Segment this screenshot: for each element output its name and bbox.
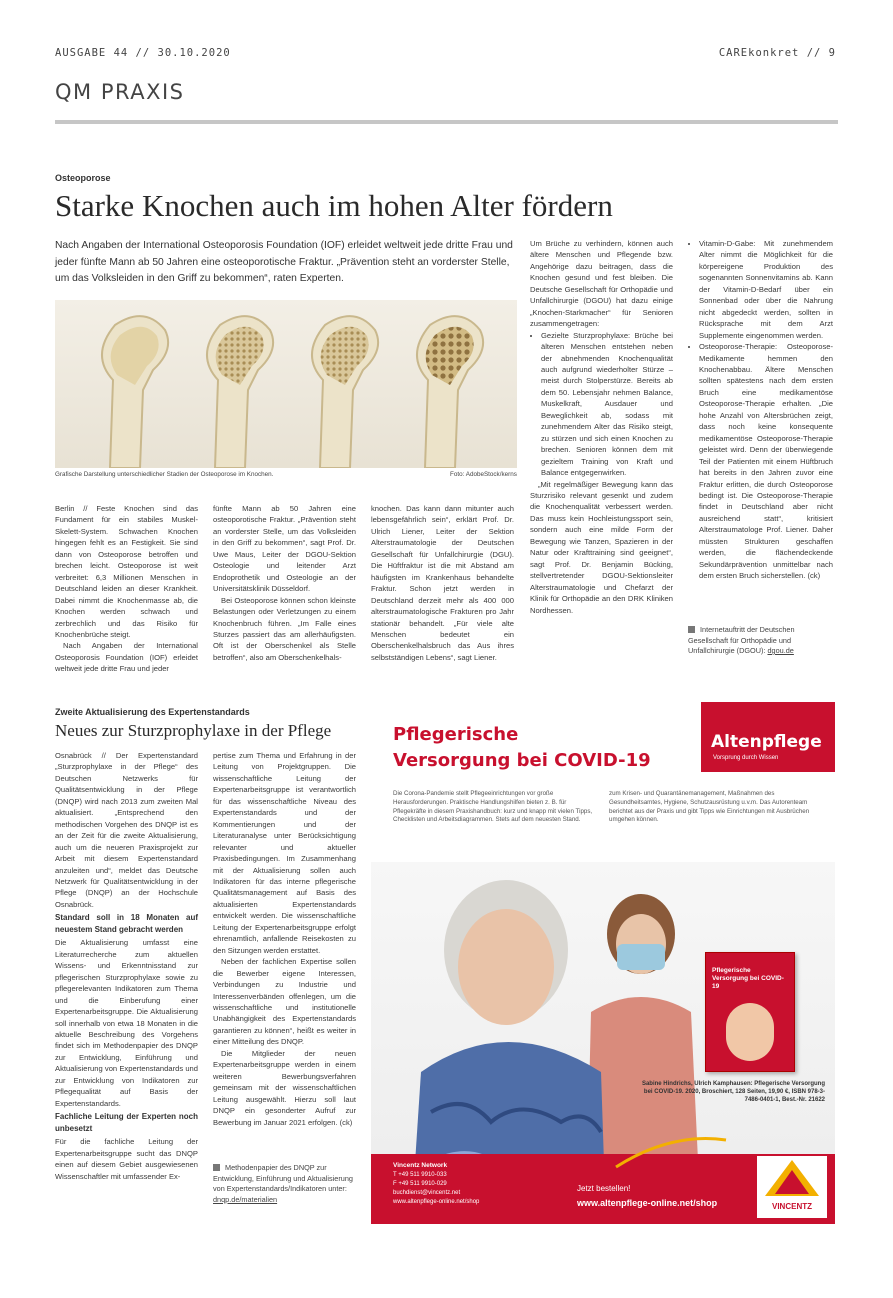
book-cover: [705, 952, 795, 1072]
article1-note: Internetauftritt der Deutschen Gesellschaft für Orthopädie und Unfallchirurgie (DGOU): dgou.de: [688, 625, 795, 655]
bone-stage-2: [207, 316, 273, 468]
article2-kicker: Zweite Aktualisierung des Expertenstandards: [55, 707, 250, 717]
article1-column-4: Um Brüche zu verhindern, können auch ältere Menschen und Pflegende bzw. Angehörige dazu beitragen, dass die Knochen gesund und fest bleiben. Die Deutsche Gesellschaft für Orthopädie und Unfallchirurgie (DGOU) hat dazu einige „Knochen-Starkmacher“ für Senioren zusammengetragen: • Gezielte Sturzprophylaxe: Brüche bei älteren Menschen entstehen neben der abnehmenden Knochenqualität auch aufgrund wiederholter Stürze – meist durch Stolperstürze. Bereits ab dem 50. Lebensjahr nehmen Balance, Muskelkraft, Ausdauer und Beweglichkeit ab, sodass mit zunehmendem Alter das Risiko steigt, zu stürzen und sich einen Knochen zu brechen. Senioren können dem mit gezieltem Training von Kraft und Balance entgegenwirken. „Mit regelmäßiger Bewegung kann das Sturzrisiko relevant gesenkt und zudem die Knochenqualität verbessert werden. Das muss kein Hochleistungssport sein, sondern auch eine milde Form der Bewegung wie Tanzen, Spazieren in der Natur oder Krafttraining sind geeignet“, sagt Prof. Dr. Benjamin Bücking, stellvertretender DGOU-Sektionsleiter Alterstraumatologie und Chefarzt der Klinik für Orthopädie an den DRK Kliniken Nordhessen.: [530, 238, 673, 616]
bullet-osteoporose-therapie: • Osteoporose-Therapie: Osteoporose-Medikamente hemmen den Knochenabbau. Ältere Menschen sollten spätestens nach dem ersten Bruch eine medikamentöse Osteoporose-Therapie erhalten. „Die hohe Anzahl von Altersbrüchen zeigt, dass noch keine konsequente medikamentöse Osteoporose-Therapie geleistet wird. Denn der überwiegende Teil der Patienten mit einem Hüftbruch hat bereits in den Jahren zuvor eine Fraktur erlitten, die durch Osteoporose bedingt ist. Die Osteoporose-Therapie findet in Deutschland aber nicht ausreichend statt“, kritisiert Alterstraumatologe Prof. Liener. Daher müssten Strukturen geschaffen werden, die flächendeckende Sekundärprävention unmittelbar nach dem ersten Bruch sicherstellen. (ck): [699, 341, 833, 582]
vincentz-logo: [757, 1156, 827, 1218]
ad-headline-1: Pflegerische: [393, 724, 519, 745]
brand-name: Altenpflege: [711, 732, 822, 752]
bone-stage-3: [312, 316, 378, 468]
bullet-sturzprophylaxe: • Gezielte Sturzprophylaxe: Brüche bei älteren Menschen entstehen neben der abnehmenden Knochenqualität auch aufgrund wiederholter Stürze – meist durch Stolperstürze. Bereits ab dem 50. Lebensjahr nehmen Balance, Muskelkraft, Ausdauer und Beweglichkeit ab, sodass mit zunehmendem Alter das Risiko steigt, zu stürzen und sich einen Knochen zu brechen. Senioren können dem mit gezieltem Training von Kraft und Balance entgegenwirken.: [541, 330, 673, 479]
bone-stage-1: [102, 316, 168, 468]
article2-column-1: Osnabrück // Der Expertenstandard „Sturzprophylaxe in der Pflege“ des Deutschen Netzwerks für Qualitätsentwicklung in der Pflege (DNQP) wird nach 2013 zum zweiten Mal aktualisiert. „Entsprechend den methodischen Vorgehen des DNQP ist es an der Zeit für die zweite Aktualisierung, auch um die neueren Praxisprojekt zur Arbeit mit diesem Expertenstandard anzuleiten und“, meldet das Deutsche Netzwerk für Qualitätsentwicklung in der Pflege (DNQP) an der Hochschule Osnabrück. Standard soll in 18 Monaten auf neuestem Stand gebracht werden Die Aktualisierung umfasst eine Literaturrecherche zum aktuellen Wissens- und Erkenntnisstand zur pflegerischen Sturzprophylaxe sowie zu pflegerelevanten Indikatoren zum Thema und die Einberufung einer Expertenarbeitsgruppe. Die Aktualisierung soll innerhalb von etwa 18 Monaten in die aktuelle Beschreibung des Vorgehens findet sich im Methodenpapier des DNQP zur Entwicklung, Einführung und Aktualisierung von Expertenstandards und zur Entwicklung von Indikatoren zur Pflegequalität auf Basis der Expertenstandards. Fachliche Leitung der Experten noch unbesetzt Für die fachliche Leitung der Expertenarbeitsgruppe sucht das DNQP einen auf diesem Gebiet ausgewiesenen Wissenschaftler mit umfassender Ex-: [55, 751, 198, 1181]
section-rule: [55, 120, 838, 124]
section-title: QM PRAXIS: [55, 80, 185, 104]
publisher-fax: F +49 511 9910-029: [393, 1181, 447, 1187]
article1-kicker: Osteoporose: [55, 173, 111, 183]
article1-headline: Starke Knochen auch im hohen Alter fördern: [55, 188, 613, 223]
article1-lead: Nach Angaben der International Osteoporosis Foundation (IOF) erleidet weltweit jede dritte Frau und jeder fünfte Mann ab 50 Jahren eine osteoporotische Fraktur. „Prävention steht an vorderster Stelle, um das Volksleiden in den Griff zu bekommen“, raten Experten.: [55, 240, 513, 284]
publisher-email[interactable]: buchdienst@vincentz.net: [393, 1190, 461, 1196]
book-title: Pflegerische Versorgung bei COVID-19: [712, 967, 784, 990]
article2-headline: Neues zur Sturzprophylaxe in der Pflege: [55, 721, 332, 740]
book-order-info: Sabine Hindrichs, Ulrich Kamphausen: Pflegerische Versorgung bei COVID-19. 2020, Broschiert, 128 Seiten, 19,90 €, ISBN 978-3-7486-0401-1, Best.-Nr. 21622: [641, 1081, 825, 1103]
vincentz-wordmark: VINCENTZ: [772, 1202, 812, 1211]
article1-column-1: Berlin // Feste Knochen sind das Fundament für ein stabiles Muskel-Skelett-System. Schwachen Knochen hingegen fehlt es an Festigkeit. Sie sind dann von Osteoporose betroffen und brechen leicht. Osteoporose ist weit verbreitet: 6,3 Millionen Menschen in Deutschland leiden an dieser Krankheit. Dabei nimmt die Knochenmasse ab, die Knochen werden schwach und zerbrechlich und das Risiko für Knochenbrüche steigt. Nach Angaben der International Osteoporosis Foundation (IOF) erleidet weltweit jede dritte Frau und jeder: [55, 504, 198, 674]
article2-column-2: pertise zum Thema und Erfahrung in der Leitung von Projektgruppen. Die wissenschaftliche Leitung der Expertenarbeitsgruppe ist verantwortlich für das wissenschaftliche Niveau des Expertenstandards und der Kommentierungen und der Literaturanalyse unter Berücksichtigung relevanter und aktueller Praxisbedingungen. Im Zusammenhang mit der Aktualisierung sollen auch Indikatoren für das interne pflegerische Qualitätsmanagement auf Basis des aktualisierten Expertenstandards entwickelt werden. Die wissenschaftliche Leitung der Expertenarbeitsgruppe erfolgt ehrenamtlich, anfallende Reisekosten zu den Sitzungen werden erstattet. Neben der fachlichen Expertise sollen die Bewerber eigene Interessen, Verbindungen zu Industrie und Interessenverbänden offenlegen, um die wissenschaftliche und institutionelle Unabhängigkeit des Expertenstandards garantieren zu können“, heißt es weiter in einer Mitteilung des DNQP. Die Mitglieder der neuen Expertenarbeitsgruppe werden in einem weiteren Bewerbungsverfahren gemeinsam mit der wissenschaftlichen Leitung ausgewählt. Hierzu soll laut DNQP ein gesonderter Aufruf zur Bewerbung im Januar 2021 erfolgen. (ck): [213, 751, 356, 1127]
article2-note: Methodenpapier des DNQP zur Entwicklung, Einführung und Aktualisierung von Expertenstandards/Indikatoren unter: dnqp.de/materialien: [213, 1163, 353, 1204]
book-cover-photo: [726, 1003, 774, 1061]
note-square-icon: [688, 626, 695, 633]
advertisement[interactable]: [371, 702, 835, 1224]
note-square-icon: [213, 1164, 220, 1171]
article1-column-2: fünfte Mann ab 50 Jahren eine osteoporotische Fraktur. „Prävention steht an vorderster Stelle, um das Volksleiden in den Griff zu bekommen“, sagt Prof. Dr. Uwe Maus, Leiter der DGOU-Sektion Osteologie und leitender Arzt Endoprothetik und Osteologie an der Universitätsklinik Düsseldorf. Bei Osteoporose können schon kleinste Belastungen oder Verletzungen zu einem Knochenbruch führen. „Im Falle eines Sturzes passiert das am allerhäufigsten. Oft ist der Oberschenkel als Stelle betroffen“, also am Oberschenkelhals-: [213, 504, 356, 662]
publication-info: CAREkonkret // 9: [718, 47, 836, 59]
order-url[interactable]: www.altenpflege-online.net/shop: [577, 1198, 718, 1208]
ad-swoosh: [611, 1132, 731, 1172]
publisher-web[interactable]: www.altenpflege-online.net/shop: [393, 1199, 480, 1205]
image-caption: Grafische Darstellung unterschiedlicher Stadien der Osteoporose im Knochen.: [55, 471, 274, 478]
ad-text-left: Die Corona-Pandemie stellt Pflegeeinrichtungen vor große Herausforderungen. Praktische Handlungshilfen bieten z. B. für Pflegekräfte in diesem Praxishandbuch: kurz und knapp mit vielen Tipps, Checklisten und Arbeitsdiagrammen. Stets auf dem neuesten Stand.: [393, 790, 593, 824]
vincentz-logo-icon: [757, 1156, 827, 1200]
article1-column-3: knochen. Das kann dann mitunter auch lebensgefährlich sein“, erklärt Prof. Dr. Ulrich Liener, Leiter der Sektion Alterstraumatologie der Deutschen Gesellschaft für Unfallchirurgie (DGU). Die Hüftfraktur ist die mit Abstand am häufigsten im Krankenhaus behandelte Fraktur. Schon jetzt werden in Deutschland derzeit mehr als 400 000 alterstraumatologische Frakturen pro Jahr stationär behandelt. „Für viele alte Menschen bedeutet ein Oberschenkelhalsbruch das Aus ihres selbstständigen Lebens“, sagt Liener.: [371, 504, 514, 662]
order-cta[interactable]: Jetzt bestellen!: [577, 1184, 631, 1193]
article1-column-5: [688, 238, 833, 582]
brand-tagline: Vorsprung durch Wissen: [713, 755, 779, 761]
publisher-phone: T +49 511 9910-033: [393, 1172, 447, 1178]
osteoporosis-bone-image: [55, 300, 517, 468]
bone-stage-4: [417, 316, 483, 468]
bullet-vitamin-d: • Vitamin-D-Gabe: Mit zunehmendem Alter nimmt die Möglichkeit für die körpereigene Produktion des sogenannten Sonnenvitamins ab. Kann der Vitamin-D-Bedarf über ein Sonnenbad oder über die Nahrung nicht abgedeckt werden, sollten in Rücksprache mit dem Arzt Supplemente eingenommen werden.: [699, 238, 833, 341]
dgou-link[interactable]: dgou.de: [767, 646, 794, 655]
publisher-name: Vincentz Network: [393, 1162, 448, 1169]
ad-headline-2: Versorgung bei COVID-19: [393, 750, 651, 771]
altenpflege-logo: [701, 702, 835, 772]
image-credit: Foto: AdobeStock/kerns: [450, 471, 517, 478]
ad-footer: [371, 1154, 835, 1224]
dnqp-link[interactable]: dnqp.de/materialien: [213, 1194, 278, 1204]
ad-text-right: zum Krisen- und Quarantänemanagement, Maßnahmen des Gesundheitsamtes, Hygiene, Schutzausrüstung u.v.m. Das Autorenteam berichtet aus der Praxis und gibt Tipps wie Einrichtungen mit Ausbrüchen umgehen können.: [609, 790, 810, 824]
issue-info: AUSGABE 44 // 30.10.2020: [55, 47, 231, 59]
